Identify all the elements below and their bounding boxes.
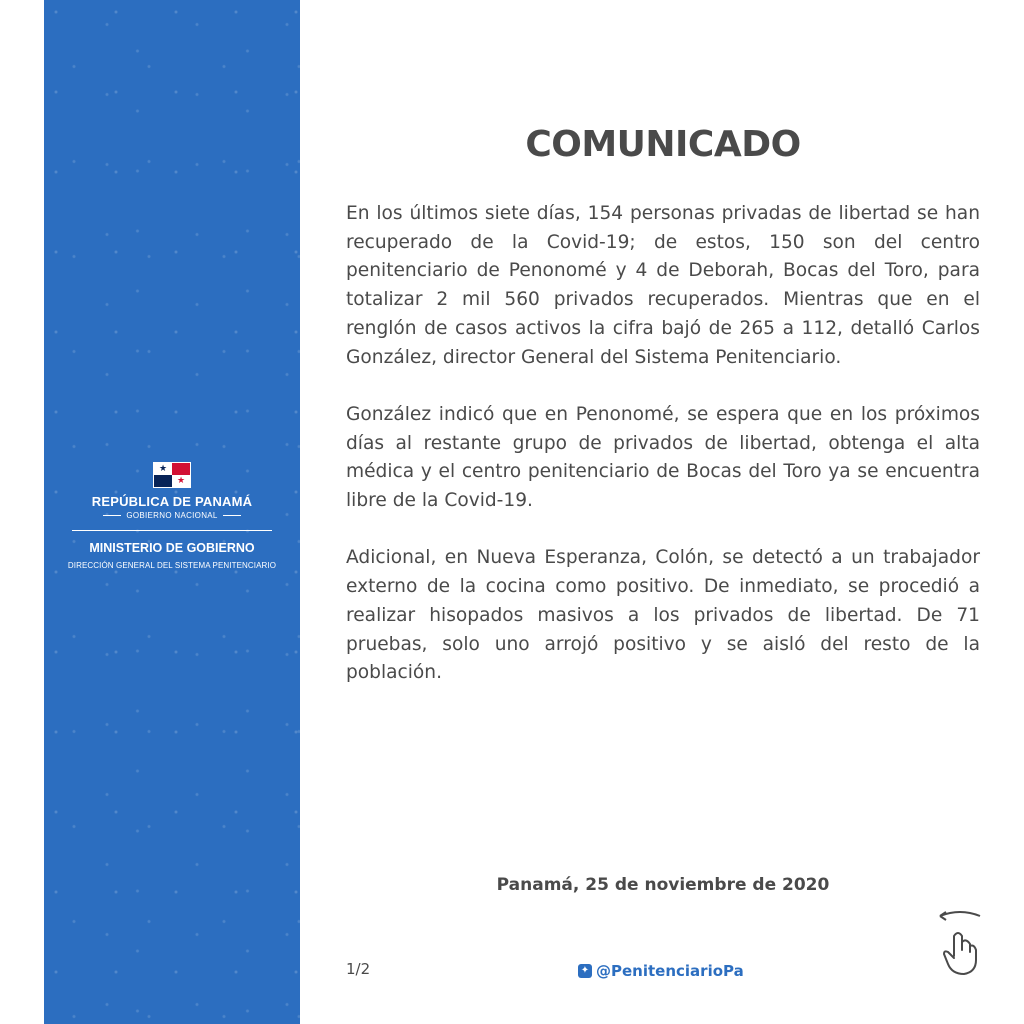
ministry-logo bbox=[44, 462, 300, 570]
republic-label: REPÚBLICA DE PANAMÁ bbox=[91, 494, 253, 509]
panama-flag-icon: ★ ★ bbox=[153, 462, 191, 488]
date-line: Panamá, 25 de noviembre de 2020 bbox=[496, 875, 830, 895]
page-title: COMUNICADO bbox=[525, 124, 801, 165]
communique-body bbox=[346, 200, 980, 717]
paragraph-3: Adicional, en Nueva Esperanza, Colón, se detectó a un trabajador externo de la cocina como positivo. De inmediato, se procedió a realizar hisopados masivos a los privados de libertad. De 71 pruebas, solo uno arrojó positivo y se aisló del resto de la población. bbox=[346, 547, 980, 684]
twitter-handle[interactable] bbox=[578, 962, 744, 980]
logo-divider bbox=[72, 530, 272, 531]
direction-label: DIRECCIÓN GENERAL DEL SISTEMA PENITENCIARIO bbox=[67, 561, 277, 570]
swipe-left-hand-icon[interactable] bbox=[932, 906, 988, 978]
paragraph-1: En los últimos siete días, 154 personas privadas de libertad se han recuperado de la Covid-19; de estos, 150 son del centro penitenciario de Penonomé y 4 de Deborah, Bocas del Toro, para totalizar 2 mil 560 privados recuperados. Mientras que en el renglón de casos activos la cifra bajó de 265 a 112, detalló Carlos González, director General del Sistema Penitenciario. bbox=[346, 203, 980, 368]
government-label: GOBIERNO NACIONAL bbox=[44, 511, 300, 520]
ministry-label: MINISTERIO DE GOBIERNO bbox=[89, 541, 255, 555]
page-indicator: 1/2 bbox=[346, 960, 371, 978]
twitter-icon: ✦ bbox=[578, 964, 592, 978]
twitter-handle-label: @PenitenciarioPa bbox=[596, 962, 744, 980]
paragraph-2: González indicó que en Penonomé, se espera que en los próximos días al restante grupo de privados de libertad, obtenga el alta médica y el centro penitenciario de Bocas del Toro ya se encuentra libre de la Covid-19. bbox=[346, 403, 980, 512]
